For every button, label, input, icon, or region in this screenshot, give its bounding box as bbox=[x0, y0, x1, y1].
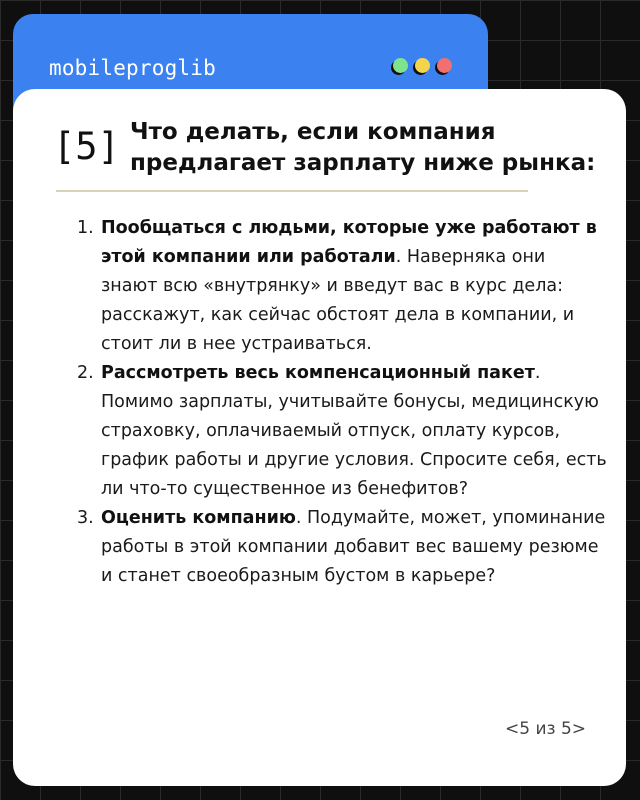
window-dots bbox=[393, 58, 452, 73]
list-item-rest: . Наверняка они знают всю «внутрянку» и введут вас в курс дела: расскажут, как сейчас обстоят дела в компании, и стоит ли в нее устраиваться. bbox=[101, 247, 575, 354]
list-item-bold: Рассмотреть весь компенсационный пакет bbox=[101, 363, 535, 383]
list-item bbox=[77, 214, 607, 359]
list-item-rest: . Подумайте, может, упоминание работы в этой компании добавит вес вашему резюме и станет своеобразным бустом в карьере? bbox=[101, 508, 606, 586]
list-item-text bbox=[101, 214, 607, 359]
red-dot-icon bbox=[437, 58, 452, 73]
advice-list bbox=[77, 214, 607, 591]
list-item-text bbox=[101, 504, 607, 591]
title-line-1: Что делать, если компания bbox=[130, 119, 496, 145]
list-item bbox=[77, 504, 607, 591]
green-dot-icon bbox=[393, 58, 408, 73]
content-card bbox=[13, 89, 626, 786]
list-marker: 2. bbox=[77, 363, 94, 383]
title-divider bbox=[56, 190, 528, 192]
list-item-bold: Пообщаться с людьми, которые уже работают в этой компании или работали bbox=[101, 218, 597, 267]
yellow-dot-icon bbox=[415, 58, 430, 73]
list-item-text bbox=[101, 359, 607, 504]
list-marker: 3. bbox=[77, 508, 94, 528]
title-line-2: предлагает зарплату ниже рынка: bbox=[130, 150, 596, 176]
list-item-rest: . Помимо зарплаты, учитывайте бонусы, медицинскую страховку, оплачиваемый отпуск, оплату курсов, график работы и другие условия. Спросите себя, есть ли что-то существенное из бенефитов? bbox=[101, 363, 607, 499]
pagination-indicator: <5 из 5> bbox=[504, 719, 586, 739]
brand-name: mobileproglib bbox=[49, 56, 216, 80]
slide-number: [5] bbox=[53, 125, 120, 168]
page-title bbox=[130, 117, 595, 179]
list-item-bold: Оценить компанию bbox=[101, 508, 296, 528]
list-item bbox=[77, 359, 607, 504]
list-marker: 1. bbox=[77, 218, 94, 238]
